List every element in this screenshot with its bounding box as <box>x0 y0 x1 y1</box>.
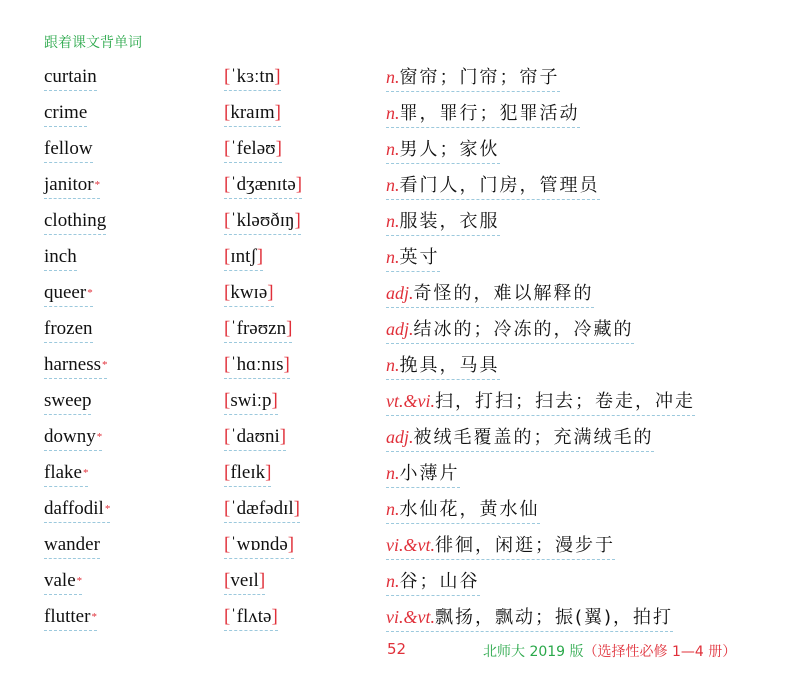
bracket-open-icon: [ <box>224 570 231 591</box>
vocab-row <box>0 348 787 384</box>
vocab-row <box>0 132 787 168</box>
vocab-word-text: curtain <box>44 66 97 87</box>
vocab-phonetic-text: ˈfeləʊ <box>230 138 276 159</box>
star-mark-icon: * <box>87 287 93 299</box>
vocab-word <box>44 245 77 271</box>
vocab-phonetic <box>224 245 263 271</box>
vocab-phonetic <box>224 389 278 415</box>
part-of-speech: n. <box>386 175 400 195</box>
star-mark-icon: * <box>94 179 101 191</box>
vocab-row <box>0 204 787 240</box>
bracket-open-icon: [ <box>224 174 231 195</box>
vocab-row <box>0 312 787 348</box>
vocab-phonetic <box>224 461 271 487</box>
vocab-word <box>44 353 107 379</box>
vocab-word-text: sweep <box>44 390 92 411</box>
vocab-word-text: flutter <box>44 606 91 627</box>
vocab-row <box>0 456 787 492</box>
vocab-word <box>44 569 82 595</box>
vocab-row <box>0 384 787 420</box>
vocab-phonetic-text: ˈdaʊni <box>230 426 280 447</box>
vocab-phonetic <box>224 65 281 91</box>
bracket-open-icon: [ <box>224 426 231 447</box>
vocab-word <box>44 461 88 487</box>
part-of-speech: vi.&vt. <box>386 607 435 627</box>
vocab-phonetic-text: swiːp <box>230 390 272 411</box>
bracket-close-icon: ] <box>295 174 303 195</box>
vocab-definition <box>386 65 560 92</box>
vocab-definition <box>386 461 460 488</box>
bracket-open-icon: [ <box>224 534 231 555</box>
vocab-gloss: 飘扬，飘动；振(翼)，拍打 <box>434 607 674 628</box>
part-of-speech: n. <box>386 67 400 87</box>
vocab-gloss: 奇怪的，难以解释的 <box>413 283 594 304</box>
part-of-speech: vi.&vt. <box>386 535 435 555</box>
bracket-close-icon: ] <box>265 462 272 483</box>
vocab-phonetic <box>224 137 282 163</box>
part-of-speech: vt.&vi. <box>386 391 435 411</box>
star-mark-icon: * <box>76 575 83 587</box>
bracket-close-icon: ] <box>271 390 278 411</box>
vocab-definition <box>386 137 500 164</box>
vocab-definition <box>386 209 500 236</box>
vocab-phonetic-text: ɪntʃ <box>230 246 257 267</box>
vocab-definition <box>386 281 594 308</box>
vocab-row <box>0 168 787 204</box>
part-of-speech: adj. <box>386 319 414 339</box>
vocab-word-text: wander <box>44 534 100 555</box>
part-of-speech: n. <box>386 355 400 375</box>
vocab-row <box>0 528 787 564</box>
vocab-word <box>44 65 97 91</box>
vocab-word-text: daffodil <box>44 498 104 519</box>
bracket-open-icon: [ <box>224 498 231 519</box>
bracket-close-icon: ] <box>293 498 300 519</box>
vocab-definition <box>386 425 654 452</box>
vocab-word <box>44 425 102 451</box>
vocab-phonetic <box>224 353 290 379</box>
star-mark-icon: * <box>82 467 89 479</box>
vocab-word-text: clothing <box>44 210 107 231</box>
vocab-phonetic-text: ˈfrəʊzn <box>230 318 287 339</box>
star-mark-icon: * <box>91 611 97 623</box>
bracket-close-icon: ] <box>283 354 290 375</box>
vocab-word-text: crime <box>44 102 88 123</box>
vocab-word-text: fellow <box>44 138 93 159</box>
vocab-gloss: 结冰的；冷冻的，冷藏的 <box>413 319 634 340</box>
bracket-close-icon: ] <box>294 210 301 231</box>
vocab-definition <box>386 353 500 380</box>
book-edition-name: 北师大 2019 版 <box>483 644 584 660</box>
bracket-open-icon: [ <box>224 354 231 375</box>
bracket-close-icon: ] <box>274 66 281 87</box>
vocab-phonetic-text: ˈdʒænɪtə <box>230 174 296 195</box>
part-of-speech: n. <box>386 139 400 159</box>
book-edition-volumes: （选择性必修 1—4 册） <box>583 644 737 660</box>
vocab-phonetic-text: ˈflʌtə <box>230 606 272 627</box>
part-of-speech: n. <box>386 571 400 591</box>
vocab-definition <box>386 569 480 596</box>
vocab-word-text: inch <box>44 246 77 267</box>
vocab-row <box>0 420 787 456</box>
vocabulary-list <box>0 60 787 636</box>
vocab-word <box>44 281 93 307</box>
vocab-phonetic-text: ˈhɑːnɪs <box>230 354 284 375</box>
vocab-definition <box>386 497 540 524</box>
vocab-phonetic <box>224 533 294 559</box>
bracket-open-icon: [ <box>224 66 231 87</box>
part-of-speech: n. <box>386 499 400 519</box>
vocab-gloss: 谷；山谷 <box>399 571 480 592</box>
bracket-open-icon: [ <box>224 102 231 123</box>
vocab-word-text: flake <box>44 462 82 483</box>
part-of-speech: n. <box>386 211 400 231</box>
part-of-speech: n. <box>386 103 400 123</box>
bracket-open-icon: [ <box>224 390 231 411</box>
part-of-speech: n. <box>386 247 400 267</box>
bracket-open-icon: [ <box>224 282 231 303</box>
bracket-open-icon: [ <box>224 138 231 159</box>
part-of-speech: adj. <box>386 283 414 303</box>
vocab-phonetic-text: kwɪə <box>230 282 268 303</box>
bracket-open-icon: [ <box>224 606 231 627</box>
vocab-phonetic-text: veɪl <box>230 570 259 591</box>
vocab-phonetic <box>224 425 286 451</box>
vocab-phonetic <box>224 101 281 127</box>
vocab-word <box>44 605 97 631</box>
vocab-gloss: 看门人，门房，管理员 <box>399 175 600 196</box>
vocab-gloss: 英寸 <box>399 247 440 268</box>
vocab-gloss: 窗帘；门帘；帘子 <box>399 67 560 88</box>
vocab-word-text: vale <box>44 570 76 591</box>
vocab-gloss: 小薄片 <box>399 463 460 484</box>
vocab-phonetic <box>224 209 301 235</box>
vocab-phonetic <box>224 605 278 631</box>
vocab-definition <box>386 605 673 632</box>
page-header-title: 跟着课文背单词 <box>44 35 142 51</box>
vocab-row <box>0 276 787 312</box>
vocab-phonetic-text: ˈdæfədɪl <box>230 498 294 519</box>
vocab-phonetic <box>224 173 302 199</box>
part-of-speech: adj. <box>386 427 414 447</box>
bracket-close-icon: ] <box>287 534 295 555</box>
vocab-word-text: frozen <box>44 318 93 339</box>
vocab-word <box>44 389 91 415</box>
star-mark-icon: * <box>104 503 111 515</box>
vocab-row <box>0 60 787 96</box>
vocab-row <box>0 564 787 600</box>
vocab-word <box>44 173 100 199</box>
vocab-gloss: 水仙花，黄水仙 <box>399 499 540 520</box>
vocab-gloss: 男人；家伙 <box>399 139 500 160</box>
bracket-open-icon: [ <box>224 462 231 483</box>
vocab-word-text: downy <box>44 426 96 447</box>
bracket-close-icon: ] <box>267 282 274 303</box>
vocab-gloss: 挽具，马具 <box>399 355 500 376</box>
page-number: 52 <box>387 640 407 658</box>
vocab-word <box>44 497 110 523</box>
vocab-phonetic-text: ˈwɒndə <box>230 534 288 555</box>
bracket-close-icon: ] <box>279 426 287 447</box>
book-edition <box>483 641 736 661</box>
vocab-phonetic <box>224 281 274 307</box>
star-mark-icon: * <box>101 359 108 371</box>
vocab-gloss: 徘徊，闲逛；漫步于 <box>434 535 615 556</box>
bracket-open-icon: [ <box>224 210 231 231</box>
vocab-word <box>44 101 87 127</box>
bracket-close-icon: ] <box>271 606 278 627</box>
bracket-close-icon: ] <box>286 318 293 339</box>
vocab-phonetic-text: kraɪm <box>230 102 275 123</box>
vocab-row <box>0 600 787 636</box>
vocab-phonetic <box>224 497 300 523</box>
vocab-word-text: janitor <box>44 174 94 195</box>
bracket-open-icon: [ <box>224 246 231 267</box>
vocab-word <box>44 317 93 343</box>
vocab-word <box>44 533 100 559</box>
bracket-close-icon: ] <box>275 138 282 159</box>
vocab-phonetic <box>224 569 265 595</box>
vocab-phonetic <box>224 317 292 343</box>
vocab-row <box>0 492 787 528</box>
vocab-definition <box>386 533 615 560</box>
bracket-close-icon: ] <box>256 246 264 267</box>
bracket-open-icon: [ <box>224 318 231 339</box>
part-of-speech: n. <box>386 463 400 483</box>
vocab-definition <box>386 173 600 200</box>
vocab-definition <box>386 101 580 128</box>
vocab-gloss: 被绒毛覆盖的；充满绒毛的 <box>413 427 654 448</box>
vocab-row <box>0 240 787 276</box>
bracket-close-icon: ] <box>274 102 281 123</box>
vocab-word-text: harness <box>44 354 101 375</box>
vocab-definition <box>386 317 634 344</box>
vocab-word-text: queer <box>44 282 87 303</box>
vocab-word <box>44 209 106 235</box>
vocab-gloss: 罪，罪行；犯罪活动 <box>399 103 580 124</box>
vocab-phonetic-text: ˈkɜːtn <box>230 66 275 87</box>
vocab-gloss: 扫，打扫；扫去；卷走，冲走 <box>434 391 695 412</box>
bracket-close-icon: ] <box>258 570 266 591</box>
vocab-definition <box>386 389 695 416</box>
star-mark-icon: * <box>96 431 103 443</box>
vocab-word <box>44 137 93 163</box>
vocab-phonetic-text: fleɪk <box>230 462 266 483</box>
vocab-definition <box>386 245 440 272</box>
vocab-row <box>0 96 787 132</box>
vocab-gloss: 服装，衣服 <box>399 211 500 232</box>
vocab-phonetic-text: ˈkləʊðɪŋ <box>230 210 295 231</box>
